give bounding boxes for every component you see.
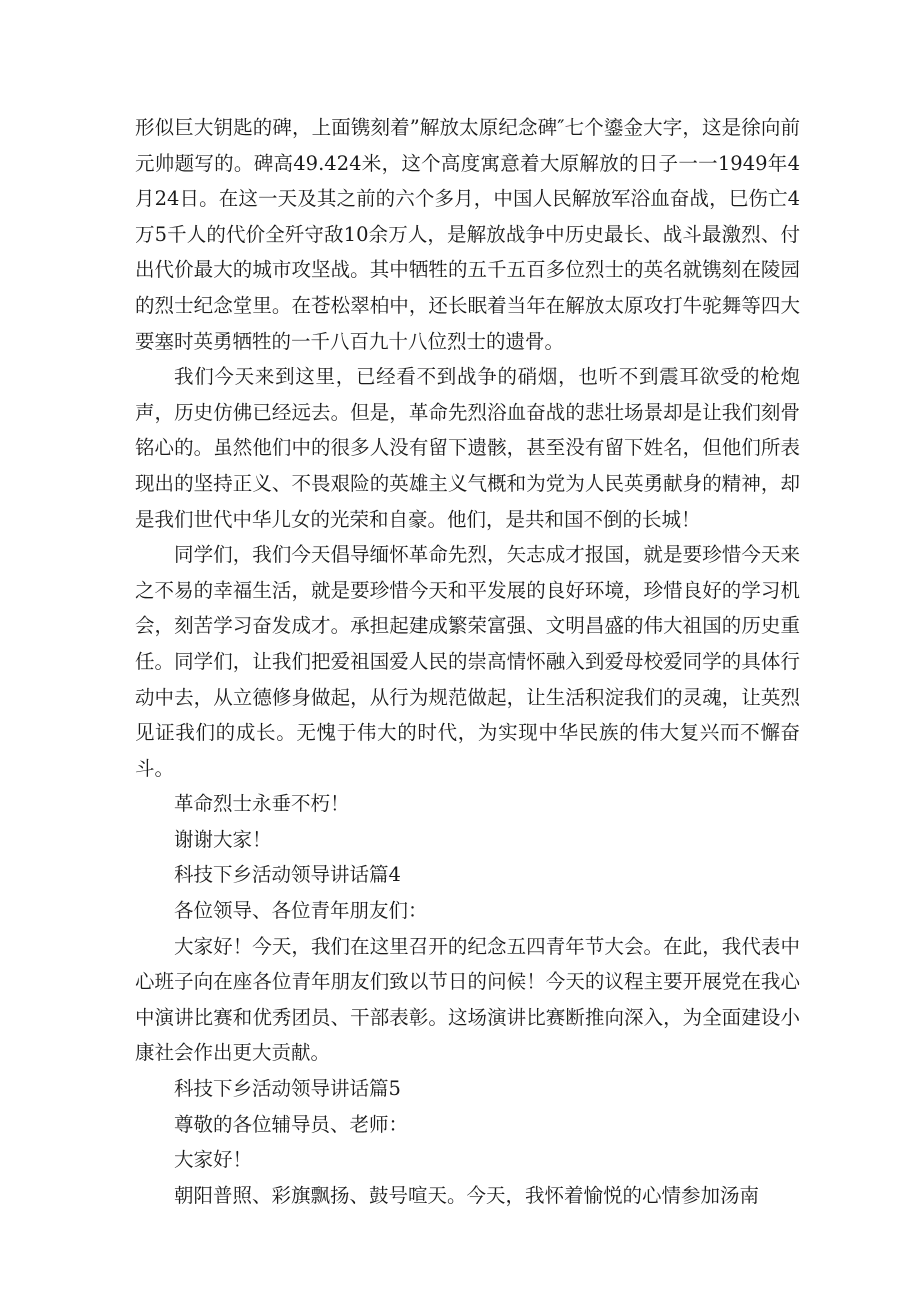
paragraph-students: 同学们，我们今天倡导缅怀革命先烈，矢志成才报国，就是要珍惜今天来之不易的幸福生活，就是要珍惜今天和平发展的良好环境，珍惜良好的学习机会，刻苦学习奋发成才。承担起建成繁荣富强、文明昌盛的伟大祖国的历史重任。同学们，让我们把爱祖国爱人民的崇高情怀融入到爱母校爱同学的具体行动中去，从立德修身做起，从行为规范做起，让生活积淀我们的灵魂，让英烈见证我们的成长。无愧于伟大的时代，为实现中华民族的伟大复兴而不懈奋斗。 — [135, 543, 800, 780]
section-heading-4: 科技下乡活动领导讲话篇4 — [174, 863, 401, 887]
paragraph-slogan: 革命烈士永垂不朽！ — [174, 792, 350, 816]
salutation-4: 各位领导、各位青年朋友们： — [174, 899, 428, 923]
document-body — [135, 110, 800, 1213]
section-heading-5: 科技下乡活动领导讲话篇5 — [174, 1077, 401, 1101]
paragraph-youth-day: 大家好！今天，我们在这里召开的纪念五四青年节大会。在此，我代表中心班子向在座各位青年朋友们致以节日的问候！今天的议程主要开展党在我心中演讲比赛和优秀团员、干部表彰。这场演讲比赛断推向深入，为全面建设小康社会作出更大贡献。 — [135, 934, 800, 1065]
paragraph-monument: 形似巨大钥匙的碑，上面镌刻着”解放太原纪念碑″七个鎏金大字，这是徐向前元帅题写的。碑高49.424米，这个高度寓意着大原解放的日子一一1949年4月24日。在这一天及其之前的六个多月，中国人民解放军浴血奋战，巳伤亡4万5千人的代价全歼守敌10余万人，是解放战争中历史最长、战斗最激烈、付出代价最大的城市攻坚战。其中牺牲的五千五百多位烈士的英名就镌刻在陵园的烈士纪念堂里。在苍松翠柏中，还长眠着当年在解放太原攻打牛驼舞等四大要塞时英勇牺牲的一千八百九十八位烈士的遗骨。 — [135, 116, 800, 353]
paragraph-history: 我们今天来到这里，已经看不到战争的硝烟，也听不到震耳欲受的枪炮声，历史仿佛已经远去。但是，革命先烈浴血奋战的悲壮场景却是让我们刻骨铭心的。虽然他们中的很多人没有留下遗骸，甚至没有留下姓名，但他们所表现出的坚持正义、不畏艰险的英雄主义气概和为党为人民英勇献身的精神，却是我们世代中华儿女的光荣和自豪。他们，是共和国不倒的长城！ — [135, 365, 800, 531]
salutation-5: 尊敬的各位辅导员、老师： — [174, 1112, 409, 1136]
greeting-5: 大家好！ — [174, 1148, 253, 1172]
paragraph-thanks: 谢谢大家！ — [174, 827, 272, 851]
paragraph-opening: 朝阳普照、彩旗飘扬、鼓号喧天。今天，我怀着愉悦的心情参加汤南 — [174, 1183, 760, 1207]
